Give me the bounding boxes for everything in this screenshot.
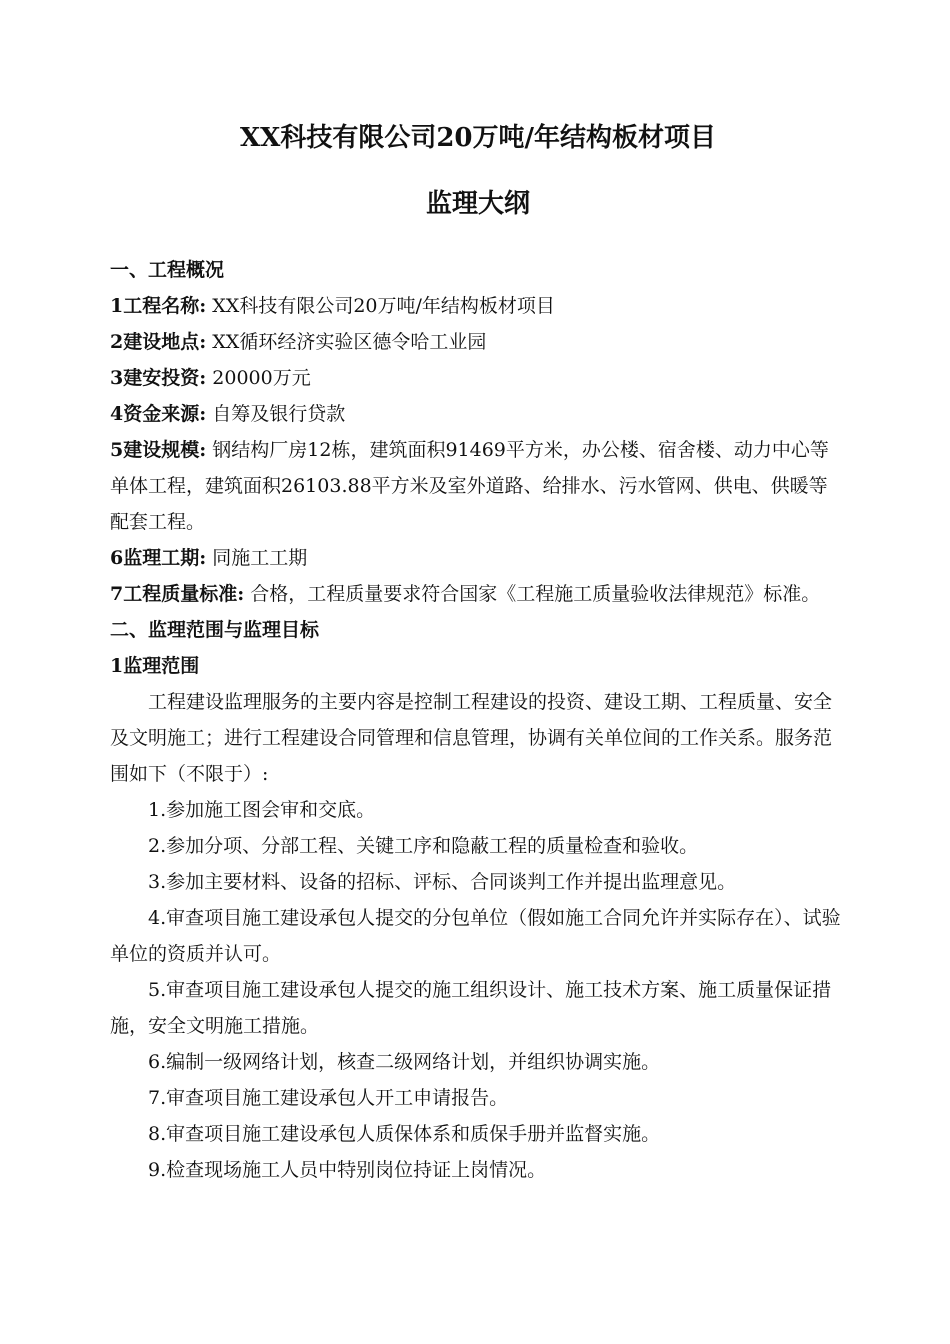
info-label: 5建设规模: bbox=[110, 439, 207, 461]
info-item-scale bbox=[110, 432, 846, 540]
section-heading-overview: 一、工程概况 bbox=[110, 259, 225, 281]
info-value: 同施工工期 bbox=[212, 547, 308, 569]
info-item-location bbox=[110, 324, 846, 360]
info-label: 7工程质量标准: bbox=[110, 583, 245, 605]
scope-list-item: 9.检查现场施工人员中特别岗位持证上岗情况。 bbox=[148, 1159, 547, 1181]
scope-list-item: 6.编制一级网络计划，核查二级网络计划，并组织协调实施。 bbox=[148, 1051, 661, 1073]
info-value: XX循环经济实验区德令哈工业园 bbox=[212, 331, 487, 353]
section-heading-scope: 二、监理范围与监理目标 bbox=[110, 619, 320, 641]
info-label: 4资金来源: bbox=[110, 403, 207, 425]
info-label: 6监理工期: bbox=[110, 547, 207, 569]
scope-list-item: 8.审查项目施工建设承包人质保体系和质保手册并监督实施。 bbox=[148, 1123, 661, 1145]
info-label: 1工程名称: bbox=[110, 295, 207, 317]
info-item-quality bbox=[110, 576, 846, 612]
info-item-duration bbox=[110, 540, 846, 576]
info-label: 3建安投资: bbox=[110, 367, 207, 389]
scope-list-item: 7.审查项目施工建设承包人开工申请报告。 bbox=[148, 1087, 509, 1109]
document-title: XX科技有限公司20万吨/年结构板材项目 bbox=[239, 123, 717, 153]
subsection-heading-scope: 1监理范围 bbox=[110, 655, 200, 677]
info-value: 钢结构厂房12栋，建筑面积91469平方米，办公楼、宿舍楼、动力中心等单体工程，建筑面积26103.88平方米及室外道路、给排水、污水管网、供电、供暖等配套工程。 bbox=[110, 439, 829, 533]
info-item-project-name bbox=[110, 288, 846, 324]
scope-list-item: 2.参加分项、分部工程、关键工序和隐蔽工程的质量检查和验收。 bbox=[148, 835, 699, 857]
document-subtitle: 监理大纲 bbox=[425, 189, 530, 219]
document-page bbox=[110, 112, 846, 1188]
info-value: 20000万元 bbox=[212, 367, 311, 389]
scope-intro-paragraph: 工程建设监理服务的主要内容是控制工程建设的投资、建设工期、工程质量、安全及文明施工；进行工程建设合同管理和信息管理，协调有关单位间的工作关系。服务范围如下（不限于）: bbox=[110, 691, 833, 785]
info-value: 自筹及银行贷款 bbox=[212, 403, 346, 425]
info-value: XX科技有限公司20万吨/年结构板材项目 bbox=[212, 295, 555, 317]
info-item-investment bbox=[110, 360, 846, 396]
info-item-funding bbox=[110, 396, 846, 432]
scope-list-item: 4.审查项目施工建设承包人提交的分包单位（假如施工合同允许并实际存在）、试验单位的资质并认可。 bbox=[110, 907, 841, 965]
scope-list-item: 1.参加施工图会审和交底。 bbox=[148, 799, 376, 821]
scope-list-item: 3.参加主要材料、设备的招标、评标、合同谈判工作并提出监理意见。 bbox=[148, 871, 737, 893]
info-value: 合格，工程质量要求符合国家《工程施工质量验收法律规范》标准。 bbox=[250, 583, 821, 605]
info-label: 2建设地点: bbox=[110, 331, 207, 353]
scope-list-item: 5.审查项目施工建设承包人提交的施工组织设计、施工技术方案、施工质量保证措施，安全文明施工措施。 bbox=[110, 979, 832, 1037]
